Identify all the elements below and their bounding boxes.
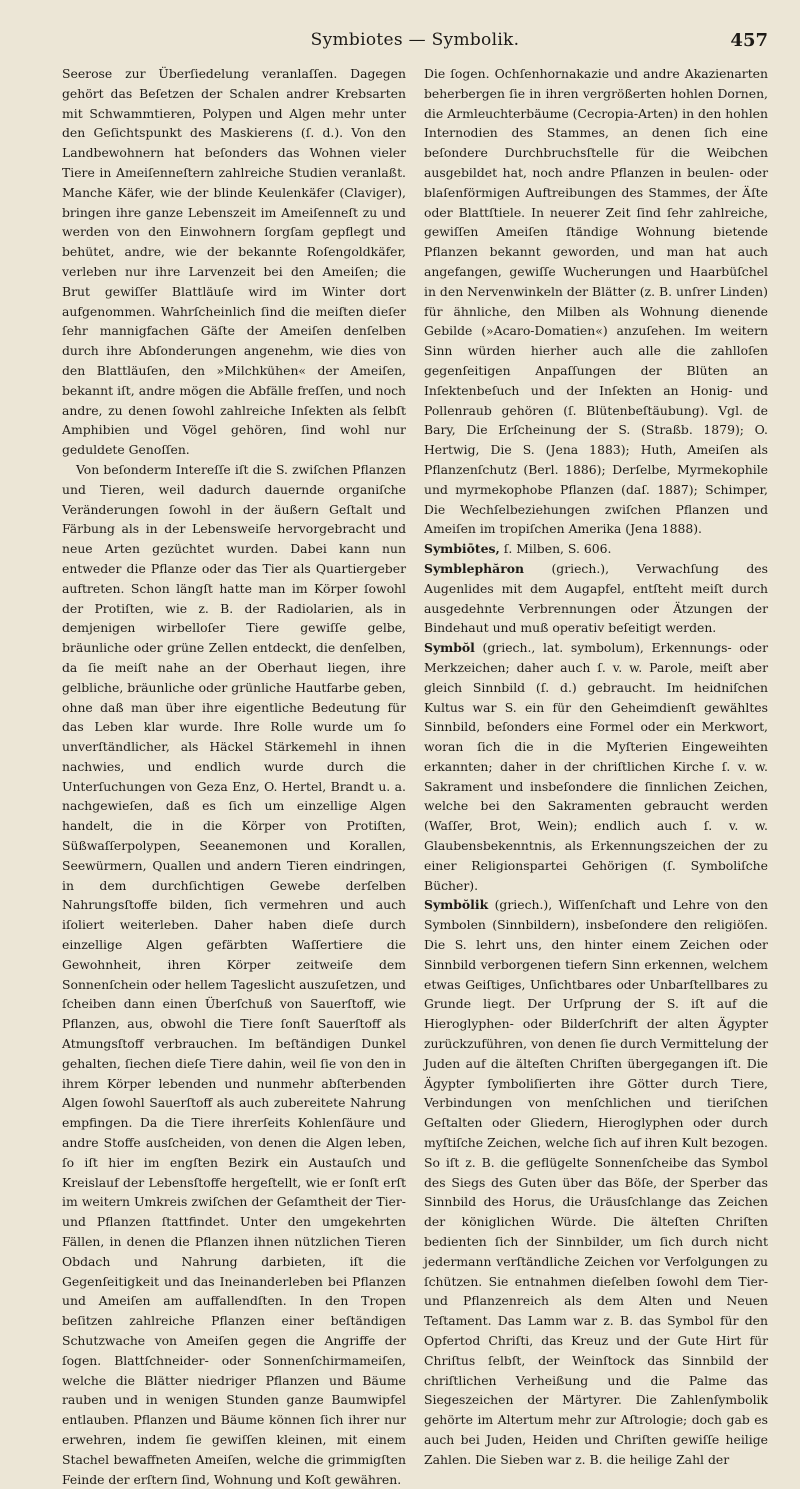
running-head: Symbiotes — Symbolik.	[310, 30, 520, 50]
page-header	[62, 30, 768, 56]
entry-headword: Symbŏl	[424, 640, 475, 656]
text-columns	[62, 64, 768, 1487]
paragraph: Von beſonderm Intereſſe iſt die S. zwiſchen Pflanzen und Tieren, weil dadurch dauernde organiſche Veränderungen ſowohl in der äußern Geſtalt und Färbung als in der Lebensweiſe hervorgebracht und neue Arten gezüchtet wurden. Dabei kann nun entweder die Pflanze oder das Tier als Quartiergeber auftreten. Schon längſt hatte man im Körper ſowohl der Protiſten, wie z. B. der Radiolarien, als in demjenigen wirbelloſer Tiere gewiſſe gelbe, bräunliche oder grüne Zellen entdeckt, die denſelben, da ſie meiſt nahe an der Oberhaut liegen, ihre gelbliche, bräunliche oder grünliche Hautfarbe geben, ohne daß man über ihre eigentliche Bedeutung für das Leben klar wurde. Ihre Rolle wurde um ſo unverſtändlicher, als Häckel Stärkemehl in ihnen nachwies, und endlich wurde durch die Unterſuchungen von Geza Enz, O. Hertel, Brandt u. a. nachgewieſen, daß es ſich um einzellige Algen handelt, die in die Körper von Protiſten, Süßwaſſerpolypen, Seeanemonen und Korallen, Seewürmern, Quallen und andern Tieren eindringen, in dem durchſichtigen Gewebe derſelben Nahrungsſtoffe bilden, ſich vermehren und auch iſoliert weiterleben. Daher haben dieſe durch einzellige Algen gefärbten Waſſertiere die Gewohnheit, ihren Körper zeitweiſe dem Sonnenſchein oder hellem Tageslicht auszuſetzen, und ſcheiben dann einen Überſchuß von Sauerſtoff, wie Pflanzen, aus, obwohl die Tiere ſonſt Sauerſtoff als Atmungsſtoff verbrauchen. Im beſtändigen Dunkel gehalten, ſiechen dieſe Tiere dahin, weil ſie von den in ihrem Körper lebenden und nunmehr abſterbenden Algen ſowohl Sauerſtoff als auch zubereitete Nahrung empfingen. Da die Tiere ihrerſeits Kohlenſäure und andre Stoffe ausſcheiden, von denen die Algen leben, ſo iſt hier im engſten Bezirk ein Austauſch und Kreislauf der Lebensſtoffe hergeſtellt, wie er ſonſt erſt im weitern Umkreis zwiſchen der Geſamtheit der Tier- und Pflanzen ſtattfindet. Unter den umgekehrten Fällen, in denen die Pflanzen ihnen nützlichen Tieren Obdach und Nahrung darbieten, iſt die Gegenſeitigkeit und das Ineinanderleben bei Pflanzen und Ameiſen am auffallendſten. In den Tropen beſitzen zahlreiche Pflanzen einer beſtändigen Schutzwache von Ameiſen gegen die Angriffe der ſogen. Blattſchneider- oder Sonnenſchirmameiſen, welche die Blätter niedriger Pflanzen und Bäume rauben und in wenigen Stunden ganze Baumwipfel entlauben. Pflanzen und Bäume können ſich ihrer nur erwehren, indem ſie gewiſſen kleinen, mit einem Stachel bewaffneten Ameiſen, welche die grimmigſten Feinde der erſtern ſind, Wohnung und Koſt gewähren.	[62, 461, 406, 1487]
entry-text: (griech.), Wiſſenſchaft und Lehre von den Symbolen (Sinnbildern), insbeſondere den religiöſen. Die S. lehrt uns, den hinter einem Zeichen oder Sinnbild verborgenen tiefern Sinn erkennen, welchem etwas Geiſtiges, Unſichtbares oder Unbarſtellbares zu Grunde liegt. Der Urſprung der S. iſt auf die Hieroglyphen- oder Bilderſchrift der alten Ägypter zurückzuführen, von denen ſie durch Vermittelung der Juden auf die älteſten Chriſten übergegangen iſt. Die Ägypter ſymboliſierten ihre Götter durch Tiere, Verbindungen von menſchlichen und tieriſchen Geſtalten oder Gliedern, Hieroglyphen oder durch myſtiſche Zeichen, welche ſich auf ihren Kult bezogen. So iſt z. B. die geflügelte Sonnenſcheibe das Symbol des Siegs des Guten über das Böſe, der Sperber das Sinnbild des Horus, die Uräusſchlange das Zeichen der königlichen Würde. Die älteſten Chriſten bedienten ſich der Sinnbilder, um ſich durch nicht jedermann verſtändliche Zeichen vor Verfolgungen zu ſchützen. Sie entnahmen dieſelben ſowohl dem Tier- und Pflanzenreich als dem Alten und Neuen Teſtament. Das Lamm war z. B. das Symbol für den Opfertod Chriſti, das Kreuz und der Gute Hirt für Chriſtus ſelbſt, der Weinſtock das Sinnbild der chriſtlichen Verheißung und die Palme das Siegeszeichen der Märtyrer. Die Zahlenſymbolik gehörte im Altertum mehr zur Aſtrologie; doch gab es auch bei Juden, Heiden und Chriſten gewiſſe heilige Zahlen. Die Sieben war z. B. die heilige Zahl der	[424, 897, 768, 1467]
entry-symblepharon	[424, 559, 768, 638]
entry-headword: Symbŏlik	[424, 897, 489, 913]
entry-headword: Symbiōtes,	[424, 541, 500, 557]
entry-symbiotes	[424, 539, 768, 559]
entry-text: (griech., lat. symbolum), Erkennungs- oder Merkzeichen; daher auch ſ. v. w. Parole, meiſt aber gleich Sinnbild (ſ. d.) gebraucht. Im heidniſchen Kultus war S. ein für den Geheimdienſt gewähltes Sinnbild, beſonders eine Formel oder ein Merkwort, woran ſich die in die Myſterien Eingeweihten erkannten; daher in der chriſtlichen Kirche ſ. v. w. Sakrament und insbeſondere die ſinnlichen Zeichen, welche bei den Sakramenten gebraucht werden (Waſſer, Brot, Wein); endlich auch ſ. v. w. Glaubensbekenntnis, als Erkennungszeichen der zu einer Religionspartei Gehörigen (ſ. Symboliſche Bücher).	[424, 640, 768, 893]
left-column	[62, 64, 406, 1487]
entry-symbolik	[424, 895, 768, 1469]
page-number: 457	[730, 30, 768, 51]
paragraph: Seerose zur Überſiedelung veranlaſſen. Dagegen gehört das Beſetzen der Schalen andrer Krebsarten mit Schwammtieren, Polypen und Algen mehr unter den Geſichtspunkt des Maskierens (ſ. d.). Von den Landbewohnern hat beſonders das Wohnen vieler Tiere in Ameiſenneſtern zahlreiche Studien veranlaßt. Manche Käfer, wie der blinde Keulenkäfer (Claviger), bringen ihre ganze Lebenszeit im Ameiſenneſt zu und werden von den Einwohnern ſorgſam gepflegt und behütet, andre, wie der bekannte Roſengoldkäfer, verleben nur ihre Larvenzeit bei den Ameiſen; die Brut gewiſſer Blattläuſe wird im Winter dort aufgenommen. Wahrſcheinlich ſind die meiſten dieſer ſehr mannigfachen Gäſte der Ameiſen denſelben durch ihre Abſonderungen angenehm, wie dies von den Blattläuſen, den »Milchkühen« der Ameiſen, bekannt iſt, andre mögen die Abfälle freſſen, und noch andre, zu denen ſowohl zahlreiche Inſekten als ſelbſt Amphibien und Vögel gehören, ſind wohl nur geduldete Genoſſen.	[62, 66, 406, 458]
entry-text: ſ. Milben, S. 606.	[499, 541, 612, 557]
right-column	[424, 64, 768, 1467]
paragraph: Die ſogen. Ochſenhornakazie und andre Akazienarten beherbergen ſie in ihren vergrößerten hohlen Dornen, die Armleuchterbäume (Cecropia-Arten) in den hohlen Internodien des Stammes, an denen ſich eine beſondere Durchbruchsſtelle für die Weibchen ausgebildet hat, noch andre Pflanzen in beulen- oder blaſenförmigen Auftreibungen des Stammes, der Äſte oder Blattſtiele. In neuerer Zeit ſind ſehr zahlreiche, gewiſſen Ameiſen ſtändige Wohnung bietende Pflanzen bekannt geworden, und man hat auch angefangen, gewiſſe Wucherungen und Haarbüſchel in den Nervenwinkeln der Blätter (z. B. unſrer Linden) für ähnliche, den Milben als Wohnung dienende Gebilde (»Acaro-Domatien«) anzuſehen. Im weitern Sinn würden hierher auch alle die zahlloſen gegenſeitigen Anpaſſungen der Blüten an Inſektenbeſuch und der Inſekten an Honig- und Pollenraub gehören (ſ. Blütenbeſtäubung). Vgl. de Bary, Die Erſcheinung der S. (Straßb. 1879); O. Hertwig, Die S. (Jena 1883); Huth, Ameiſen als Pflanzenſchutz (Berl. 1886); Derſelbe, Myrmekophile und myrmekophobe Pflanzen (daſ. 1887); Schimper, Die Wechſelbeziehungen zwiſchen Pflanzen und Ameiſen im tropiſchen Amerika (Jena 1888).	[424, 66, 768, 537]
entry-symbol	[424, 638, 768, 895]
entry-text: (griech.), Verwachſung des Augenlides mit dem Augapfel, entſteht meiſt durch ausgedehnte Verbrennungen oder Ätzungen der Bindehaut und muß operativ beſeitigt werden.	[424, 560, 768, 636]
entry-headword: Symblephăron	[424, 560, 525, 576]
